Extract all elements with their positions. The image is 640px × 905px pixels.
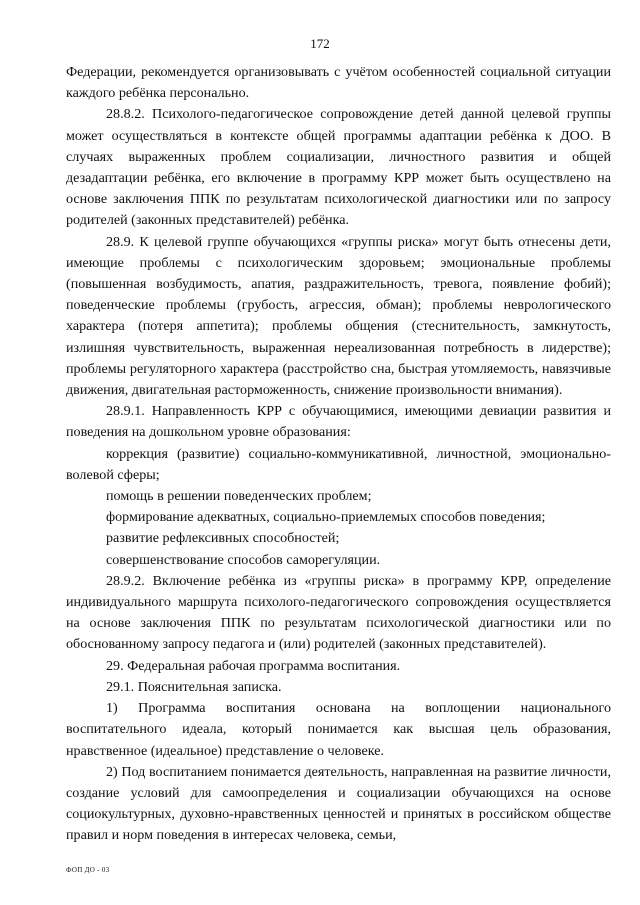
list-item: формирование адекватных, социально-приемлемых способов поведения;: [106, 509, 546, 526]
list-item: совершенствование способов саморегуляции.: [106, 551, 381, 568]
paragraph: 28.8.2. Психолого-педагогическое сопровождение детей данной целевой группы может осуществляться в контексте общей программы адаптации ребёнка к ДОО. В случаях выраженных проблем социализации, личностного развития и общей дезадаптации ребёнка, его включение в программу КРР может быть осуществлено на основе заключения ППК по результатам психологической диагностики или по запросу родителей (законных представителей) ребёнка.: [66, 106, 611, 229]
page-number: 172: [310, 36, 330, 51]
paragraph: 28.9.1. Направленность КРР с обучающимися, имеющими девиации развития и поведения на дошкольном уровне образования:: [66, 403, 611, 441]
paragraph: 28.9.2. Включение ребёнка из «группы риска» в программу КРР, определение индивидуального маршрута психолого-педагогического сопровождения осуществляется на основе заключения ППК по результатам психологической диагностики или по обоснованному запросу педагога и (или) родителей (законных представителей).: [66, 572, 611, 653]
section-heading: 29. Федеральная рабочая программа воспитания.: [106, 657, 401, 674]
body-text: [66, 62, 611, 847]
paragraph: 2) Под воспитанием понимается деятельность, направленная на развитие личности, создание условий для самоопределения и социализации обучающихся на основе социокультурных, духовно-нравственных ценностей и принятых в российском обществе правил и норм поведения в интересах человека, семьи,: [66, 763, 611, 844]
list-item: коррекция (развитие) социально-коммуникативной, личностной, эмоционально-волевой сферы;: [66, 445, 611, 483]
list-item: помощь в решении поведенческих проблем;: [106, 488, 372, 505]
paragraph: 1) Программа воспитания основана на воплощении национального воспитательного идеала, который понимается как высшая цель образования, нравственное (идеальное) представление о человеке.: [66, 700, 611, 759]
list-item: развитие рефлексивных способностей;: [106, 530, 340, 547]
section-heading: 29.1. Пояснительная записка.: [106, 678, 282, 695]
paragraph: Федерации, рекомендуется организовывать с учётом особенностей социальной ситуации каждого ребёнка персонально.: [66, 64, 611, 102]
footer-code: ФОП ДО - 03: [66, 866, 110, 874]
paragraph: 28.9. К целевой группе обучающихся «группы риска» могут быть отнесены дети, имеющие проблемы с психологическим здоровьем; эмоциональные проблемы (повышенная возбудимость, апатия, раздражительность, тревога, появление фобий); поведенческие проблемы (грубость, агрессия, обман); проблемы неврологического характера (потеря аппетита); проблемы общения (стеснительность, замкнутость, излишняя чувствительность, выраженная нереализованная потребность в лидерстве); проблемы регуляторного характера (расстройство сна, быстрая утомляемость, навязчивые движения, двигательная расторможенность, снижение произвольности внимания).: [66, 233, 611, 399]
